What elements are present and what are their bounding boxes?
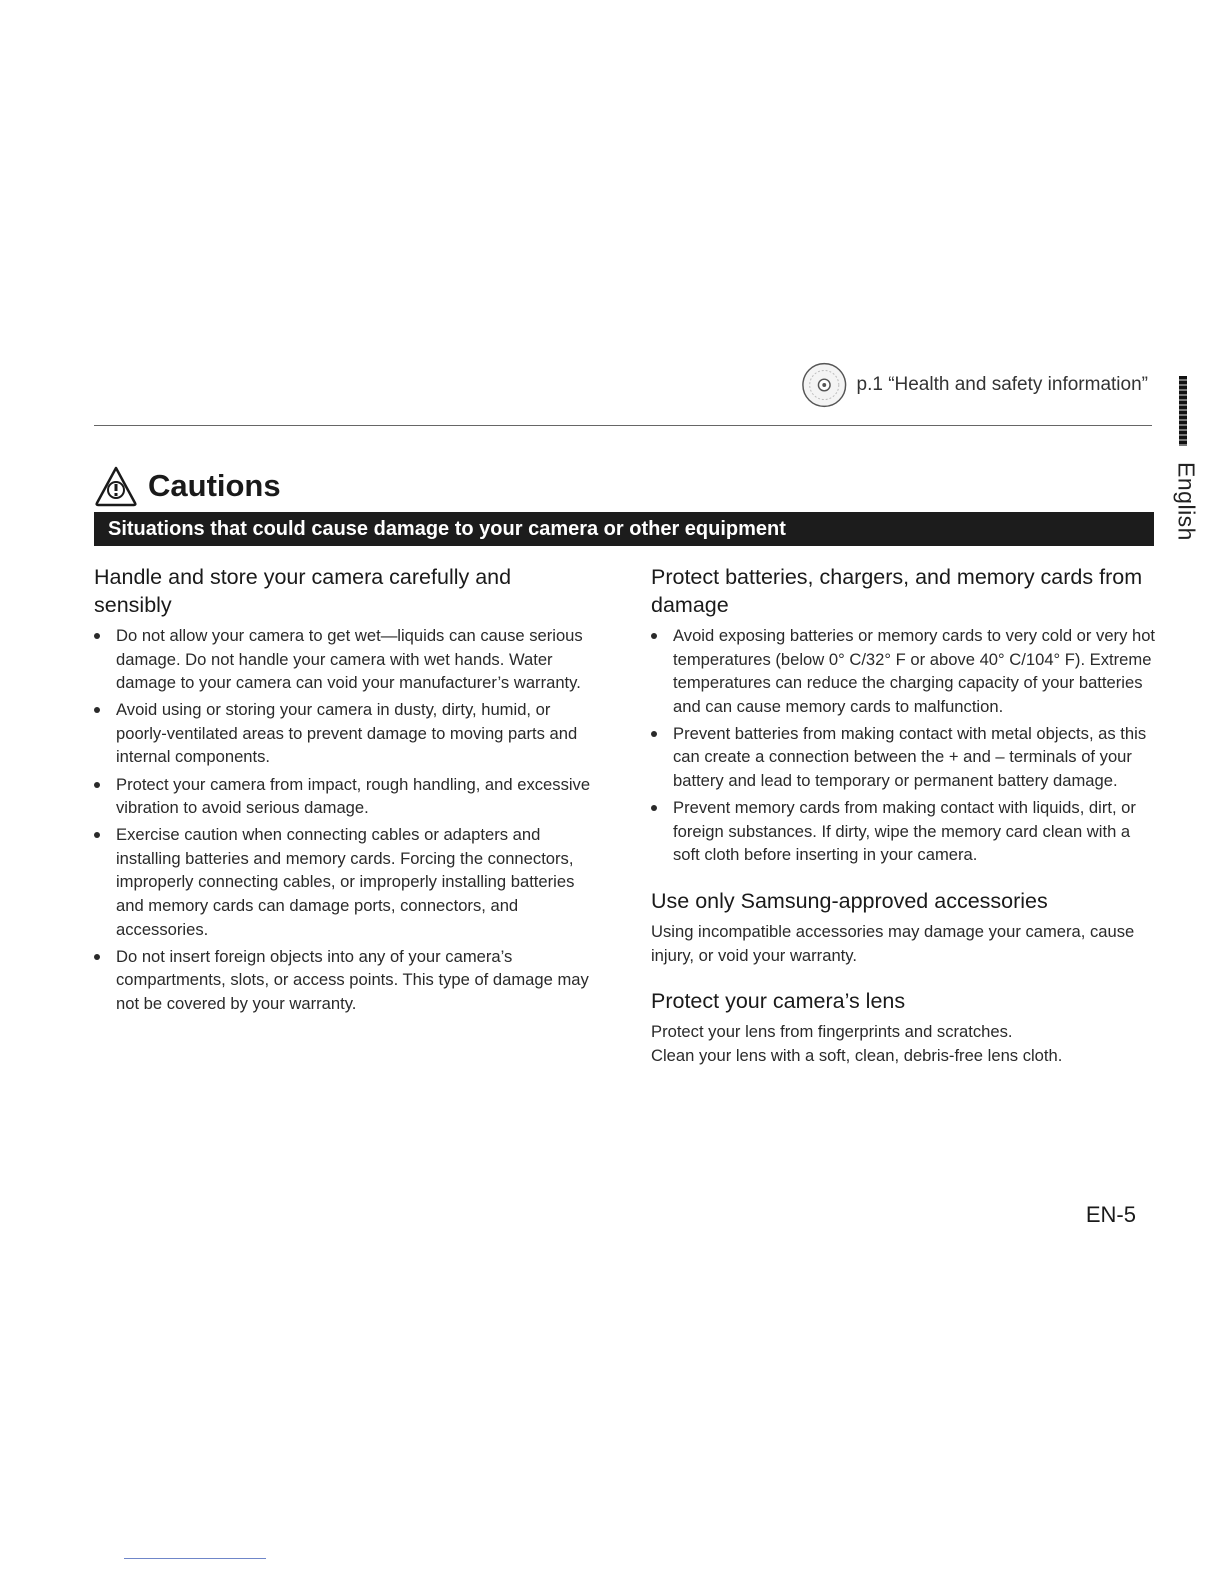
warning-triangle-icon <box>94 465 138 507</box>
list-item-text: Avoid using or storing your camera in dusty, dirty, humid, or poorly-ventilated areas to prevent damage to moving parts and internal components. <box>116 700 578 767</box>
list-item-text: Prevent memory cards from making contact with liquids, dirt, or foreign substances. If dirty, wipe the memory card clean with a soft cloth before inserting in your camera. <box>673 798 1136 865</box>
protect-lens-line: Clean your lens with a soft, clean, debris-free lens cloth. <box>651 1045 1063 1065</box>
list-item <box>651 796 1161 867</box>
list-item <box>94 773 594 820</box>
page-number: EN-5 <box>1085 1202 1136 1227</box>
language-side-tab <box>1170 376 1202 546</box>
list-item-text: Exercise caution when connecting cables or adapters and installing batteries and memory cards. Forcing the connectors, improperly connecting cables, or improperly installing batteries and memory cards can damage ports, connectors, and accessories. <box>116 825 575 939</box>
list-item <box>94 823 594 941</box>
approved-accessories-heading: Use only Samsung-approved accessories <box>651 888 1048 913</box>
list-item-text: Prevent batteries from making contact with metal objects, as this can create a connection between the + and – terminals of your battery and lead to temporary or permanent battery damage. <box>673 723 1147 791</box>
protect-batteries-list <box>651 624 1161 867</box>
handle-store-heading: Handle and store your camera carefully and sensibly <box>94 565 512 617</box>
protect-batteries-heading: Protect batteries, chargers, and memory cards from damage <box>651 565 1143 617</box>
header-divider <box>94 425 1152 426</box>
bullet-icon <box>651 805 657 811</box>
page-title: Cautions <box>148 468 281 503</box>
bullet-icon <box>651 633 657 639</box>
health-safety-reference <box>800 358 1148 412</box>
side-tab-marker <box>1179 376 1187 446</box>
list-item-text: Do not allow your camera to get wet—liquids can cause serious damage. Do not handle your camera with wet hands. Water damage to your camera can void your manufacturer’s warranty. <box>116 626 583 693</box>
list-item-text: Avoid exposing batteries or memory cards to very cold or very hot temperatures (below 0° C/32° F or above 40° C/104° F). Extreme temperatures can reduce the charging capacity of your batteries and can cause memory cards to malfunction. <box>673 626 1156 716</box>
bullet-icon <box>94 707 100 713</box>
list-item <box>94 945 594 1016</box>
cd-disc-icon <box>800 360 849 410</box>
protect-lens-line: Protect your lens from fingerprints and scratches. <box>651 1022 1013 1042</box>
protect-lens-heading: Protect your camera’s lens <box>651 989 906 1014</box>
list-item <box>94 624 594 695</box>
list-item <box>651 624 1161 718</box>
list-item-text: Do not insert foreign objects into any of your camera’s compartments, slots, or access points. This type of damage may not be covered by your warranty. <box>116 946 589 1013</box>
list-item-text: Protect your camera from impact, rough handling, and excessive vibration to avoid serious damage. <box>116 774 591 818</box>
list-item <box>94 698 594 769</box>
bullet-icon <box>94 633 100 639</box>
bullet-icon <box>94 832 100 838</box>
approved-accessories-text: Using incompatible accessories may damage your camera, cause injury, or void your warranty. <box>651 921 1135 965</box>
page-title-row <box>94 462 281 510</box>
right-column <box>651 563 1161 1067</box>
bullet-icon <box>94 954 100 960</box>
footer-line <box>124 1558 266 1559</box>
reference-text: p.1 “Health and safety information” <box>856 374 1148 395</box>
side-tab-label: English <box>1173 462 1200 541</box>
bullet-icon <box>94 782 100 788</box>
list-item <box>651 722 1161 793</box>
handle-store-list <box>94 624 594 1016</box>
left-column <box>94 563 594 1019</box>
section-banner: Situations that could cause damage to your camera or other equipment <box>94 512 1154 546</box>
bullet-icon <box>651 731 657 737</box>
